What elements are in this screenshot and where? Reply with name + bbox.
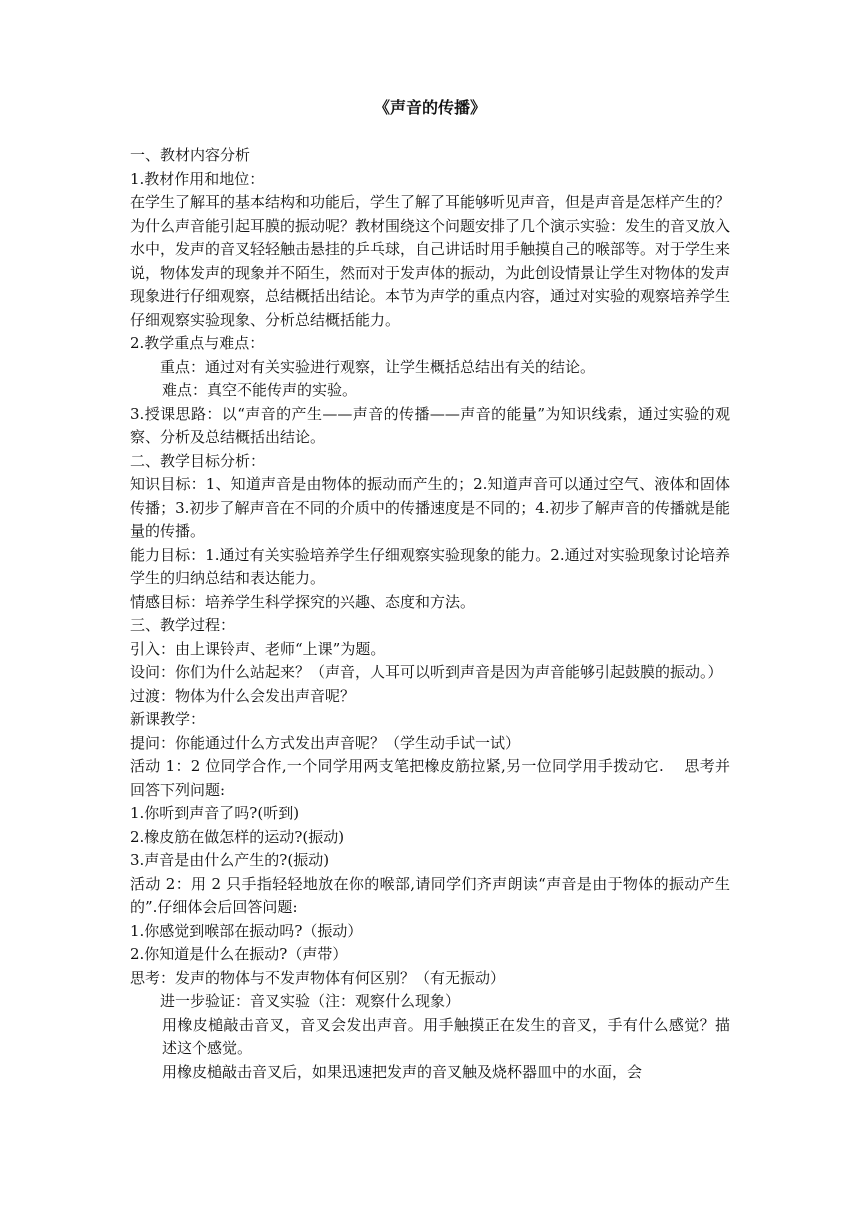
knowledge-goal: 知识目标：1、知道声音是由物体的振动而产生的；2.知道声音可以通过空气、液体和固体传播；3.初步了解声音在不同的介质中的传播速度是不同的；4.初步了解声音的传播就是能量的传播。 (130, 475, 730, 540)
body-paragraph: 3.授课思路：以“声音的产生——声音的传播——声音的能量”为知识线索，通过实验的观察、分析及总结概括出结论。 (130, 404, 730, 446)
activity-paragraph: 活动 1：2 位同学合作,一个同学用两支笔把橡皮筋拉紧,另一位同学用手拨动它. 思考并回答下列问题: (130, 757, 730, 799)
body-paragraph: 过渡：物体为什么会发出声音呢？ (130, 686, 356, 705)
subsection-heading: 2.教学重点与难点： (130, 334, 265, 352)
body-paragraph: 设问：你们为什么站起来？（声音，人耳可以听到声音是因为声音能够引起鼓膜的振动。） (130, 663, 723, 681)
emotion-goal: 情感目标：培养学生科学探究的兴趣、态度和方法。 (130, 592, 476, 611)
activity-paragraph: 活动 2：用 2 只手指轻轻地放在你的喉部,请同学们齐声朗读“声音是由于物体的振动产生的”.仔细体会后回答问题: (130, 874, 730, 916)
body-paragraph: 新课教学： (130, 710, 206, 728)
document-title: 《声音的传播》 (373, 98, 486, 117)
document-page (130, 96, 730, 1084)
ability-goal: 能力目标：1.通过有关实验培养学生仔细观察实验现象的能力。2.通过对实验现象讨论培养学生的归纳总结和表达能力。 (130, 545, 730, 587)
body-paragraph: 提问：你能通过什么方式发出声音呢？（学生动手试一试） (130, 733, 521, 752)
list-item: 1.你感觉到喉部在振动吗?（振动） (130, 921, 363, 940)
body-paragraph: 引入：由上课铃声、老师“上课”为题。 (130, 639, 386, 658)
difficult-point: 难点：真空不能传声的实验。 (162, 381, 358, 399)
section-heading: 一、教材内容分析 (130, 146, 251, 164)
section-heading: 二、教学目标分析： (130, 451, 266, 470)
list-item: 2.橡皮筋在做怎样的运动?(振动) (130, 827, 345, 846)
section-heading: 三、教学过程： (130, 616, 236, 634)
body-paragraph: 进一步验证：音叉实验（注：观察什么现象） (160, 992, 461, 1010)
body-paragraph: 在学生了解耳的基本结构和功能后，学生了解了耳能够听见声音，但是声音是怎样产生的？为什么声音能引起耳膜的振动呢？教材围绕这个问题安排了几个演示实验：发生的音叉放入水中，发声的音叉轻轻触击悬挂的乒乓球，自己讲话时用手触摸自己的喉部等。对于学生来说，物体发声的现象并不陌生，然而对于发声体的振动，为此创设情景让学生对物体的发声现象进行仔细观察，总结概括出结论。本节为声学的重点内容，通过对实验的观察培养学生仔细观察实验现象、分析总结概括能力。 (130, 193, 731, 329)
body-paragraph: 思考：发声的物体与不发声物体有何区别？（有无振动） (130, 968, 506, 987)
body-paragraph: 用橡皮槌敲击音叉，音叉会发出声音。用手触摸正在发生的音叉，手有什么感觉？描述这个感觉。 (162, 1015, 730, 1057)
list-item: 3.声音是由什么产生的?(振动) (130, 851, 330, 869)
list-item: 1.你听到声音了吗?(听到) (130, 804, 300, 822)
body-paragraph: 用橡皮槌敲击音叉后，如果迅速把发声的音叉触及烧杯器皿中的水面，会 (162, 1062, 643, 1081)
key-point: 重点：通过对有关实验进行观察，让学生概括总结出有关的结论。 (160, 357, 596, 376)
subsection-heading: 1.教材作用和地位： (130, 169, 265, 188)
list-item: 2.你知道是什么在振动?（声带） (130, 945, 348, 963)
